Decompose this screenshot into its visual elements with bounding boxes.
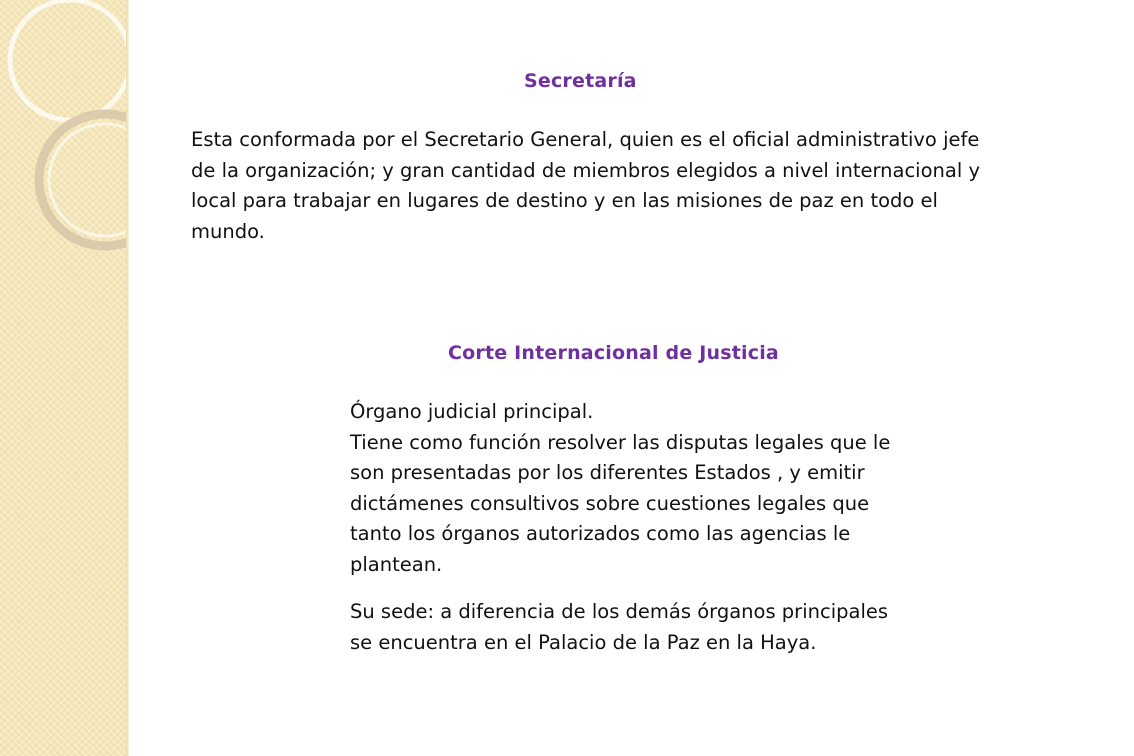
corte-paragraph <box>350 397 890 580</box>
secretaria-heading: Secretaría <box>524 70 637 92</box>
decorative-ring-middle <box>39 114 126 246</box>
corte-line: plantean. <box>350 552 443 576</box>
corte-line: dictámenes consultivos sobre cuestiones legales que <box>350 491 870 515</box>
corte-line: tanto los órganos autorizados como las agencias le <box>350 522 851 545</box>
side-divider <box>126 0 129 756</box>
secretaria-paragraph <box>191 125 980 247</box>
secretaria-line: Esta conformada por el Secretario General, quien es el oficial administrativo jefe <box>191 128 980 151</box>
secretaria-line: mundo. <box>191 219 265 243</box>
sede-paragraph <box>350 597 888 658</box>
corte-line: son presentadas por los diferentes Estados , y emitir <box>350 461 865 484</box>
corte-heading: Corte Internacional de Justicia <box>448 342 779 364</box>
secretaria-line: de la organización; y gran cantidad de miembros elegidos a nivel internacional y <box>191 158 980 182</box>
corte-line: Tiene como función resolver las disputas legales que le <box>350 430 891 454</box>
corte-line: Órgano judicial principal. <box>350 400 594 423</box>
secretaria-line: local para trabajar en lugares de destino y en las misiones de paz en todo el <box>191 189 938 212</box>
decorative-side-band <box>0 0 126 756</box>
sede-line: se encuentra en el Palacio de la Paz en la Haya. <box>350 630 817 654</box>
sede-line: Su sede: a diferencia de los demás órganos principales <box>350 600 889 623</box>
decorative-ring-middle-inner <box>49 124 126 236</box>
decorative-ring-top <box>10 0 126 120</box>
decorative-rings <box>0 0 126 756</box>
